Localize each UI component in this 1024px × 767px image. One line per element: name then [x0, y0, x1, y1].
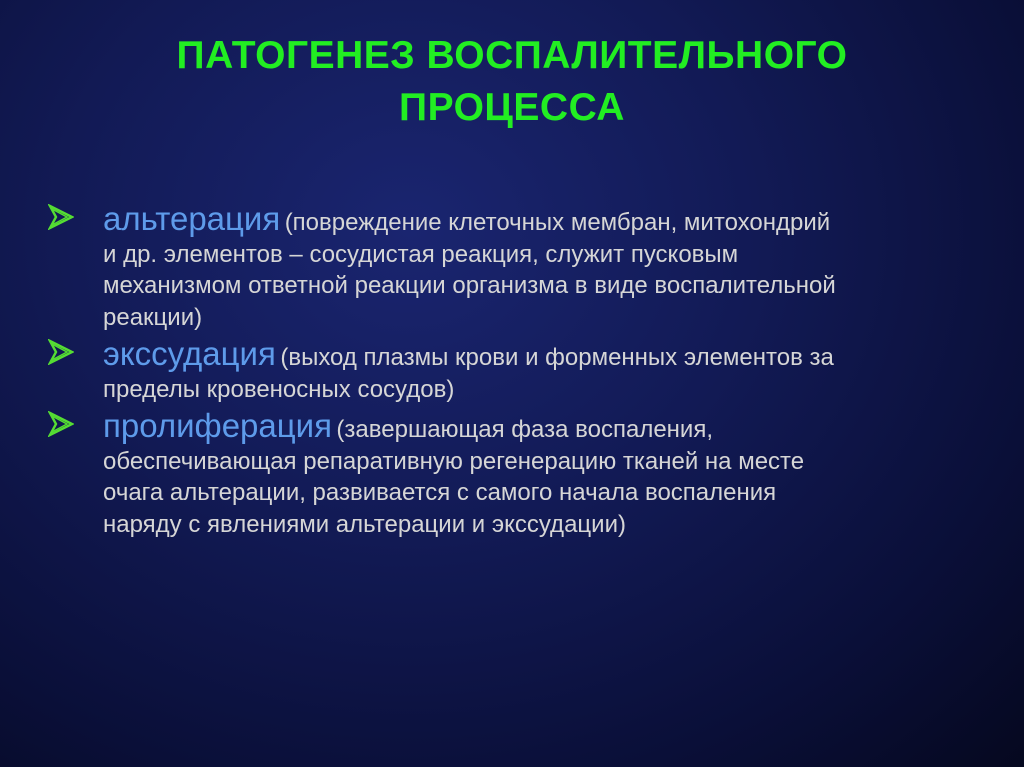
item-first-line — [103, 200, 994, 239]
term-alteration: альтерация — [103, 200, 281, 237]
arrowhead-bullet-icon — [48, 339, 74, 365]
arrowhead-bullet-icon — [48, 411, 74, 437]
desc-line: пределы кровеносных сосудов) — [103, 375, 455, 403]
term-exudation: экссудация — [103, 335, 276, 372]
desc-line: очага альтерации, развивается с самого начала воспаления — [103, 479, 777, 506]
title-line-1: ПАТОГЕНЕЗ ВОСПАЛИТЕЛЬНОГО — [176, 34, 848, 77]
desc-line: (выход плазмы крови и форменных элементов за — [280, 344, 834, 371]
item-first-line — [103, 335, 994, 374]
desc-line: и др. элементов – сосудистая реакция, служит пусковым — [103, 240, 739, 268]
list-item-alteration — [44, 200, 994, 333]
desc-line: наряду с явлениями альтерации и экссудации) — [103, 510, 626, 538]
list-item-proliferation — [44, 407, 994, 540]
desc-line: (повреждение клеточных мембран, митохондрий — [284, 209, 831, 236]
arrowhead-bullet-icon — [48, 204, 74, 230]
slide-title — [0, 30, 1024, 134]
desc-line: реакции) — [103, 303, 203, 331]
bullet-list — [44, 200, 994, 542]
title-line-2: ПРОЦЕССА — [399, 86, 625, 129]
desc-line: (завершающая фаза воспаления, — [336, 416, 713, 443]
desc-line: обеспечивающая репаративную регенерацию тканей на месте — [103, 447, 805, 475]
term-proliferation: пролиферация — [103, 407, 332, 444]
item-first-line — [103, 407, 994, 446]
desc-line: механизмом ответной реакции организма в виде воспалительной — [103, 272, 836, 299]
list-item-exudation — [44, 335, 994, 405]
